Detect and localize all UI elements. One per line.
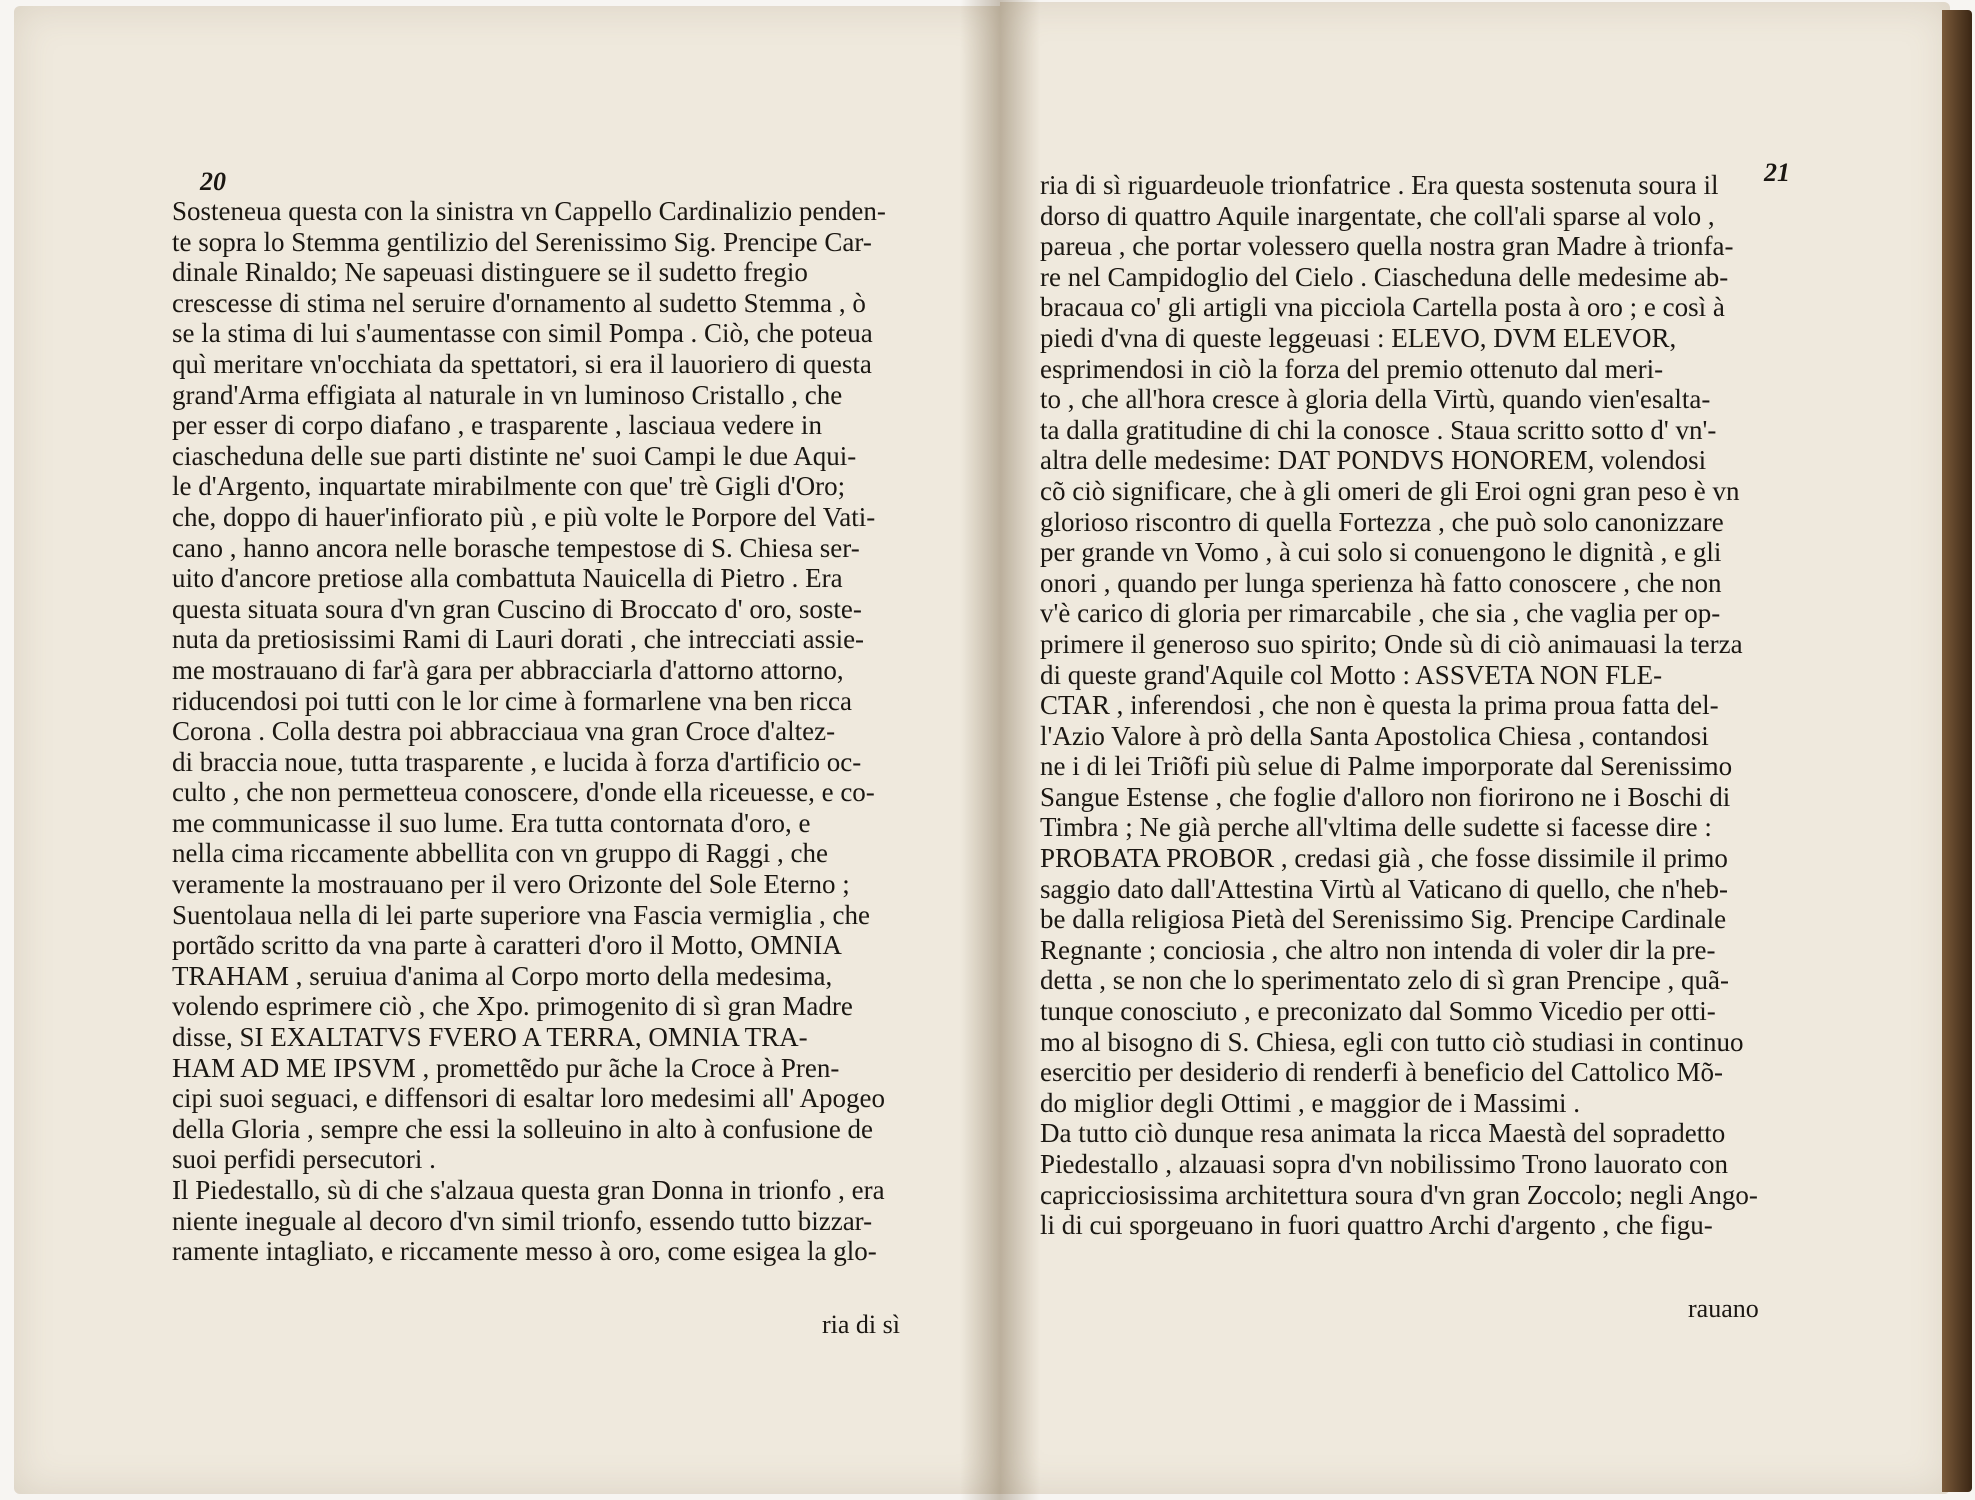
right-page-number: 21: [1764, 158, 1790, 187]
text-line: altra delle medesime: DAT PONDVS HONOREM, volendosi: [1040, 445, 1707, 476]
text-line: riducendosi poi tutti con le lor cime à formarlene vna ben ricca: [172, 685, 852, 716]
text-line: detta , se non che lo sperimentato zelo di sì gran Prencipe , quã-: [1040, 965, 1730, 996]
text-line: dorso di quattro Aquile inargentate, che coll'ali sparse al volo ,: [1040, 200, 1715, 231]
text-line: cano , hanno ancora nelle borasche tempestose di S. Chiesa ser-: [172, 532, 860, 563]
text-line: glorioso riscontro di quella Fortezza , che può solo canonizzare: [1040, 506, 1724, 537]
text-line: me mostrauano di far'à gara per abbracciarla d'attorno attorno,: [172, 654, 844, 685]
left-catchword: ria di sì: [822, 1310, 900, 1339]
text-line: piedi d'vna di queste leggeuasi : ELEVO, DVM ELEVOR,: [1040, 322, 1677, 353]
text-line: per grande vn Vomo , à cui solo si conuengono le dignità , e gli: [1040, 537, 1722, 568]
text-line: li di cui sporgeuano in fuori quattro Archi d'argento , che figu-: [1040, 1210, 1713, 1241]
text-line: se la stima di lui s'aumentasse con simil Pompa . Ciò, che poteua: [172, 318, 873, 349]
text-line: l'Azio Valore à prò della Santa Apostolica Chiesa , contandosi: [1040, 720, 1709, 751]
text-line: re nel Campidoglio del Cielo . Ciascheduna delle medesime ab-: [1040, 261, 1729, 292]
text-line: niente ineguale al decoro d'vn simil trionfo, essendo tutto bizzar-: [172, 1205, 873, 1236]
text-line: be dalla religiosa Pietà del Serenissimo Sig. Prencipe Cardinale: [1040, 904, 1727, 935]
text-line: quì meritare vn'occhiata da spettatori, si era il lauoriero di questa: [172, 348, 872, 379]
text-line: volendo esprimere ciò , che Xpo. primogenito di sì gran Madre: [172, 991, 853, 1022]
book-cover-edge: [1942, 10, 1972, 1492]
text-line: saggio dato dall'Attestina Virtù al Vaticano di quello, che n'heb-: [1040, 873, 1728, 904]
text-line: HAM AD ME IPSVM , promettẽdo pur ãche la Croce à Pren-: [172, 1052, 840, 1083]
text-line: Regnante ; conciosia , che altro non intenda di voler dir la pre-: [1040, 934, 1716, 965]
text-line: Corona . Colla destra poi abbracciaua vna gran Croce d'altez-: [172, 716, 836, 747]
text-line: bracaua co' gli artigli vna picciola Cartella posta à oro ; e così à: [1040, 292, 1725, 323]
text-line: che, doppo di hauer'infiorato più , e più volte le Porpore del Vati-: [172, 501, 876, 532]
text-line: di braccia noue, tutta trasparente , e lucida à forza d'artificio oc-: [172, 746, 862, 777]
text-line: dinale Rinaldo; Ne sapeuasi distinguere se il sudetto fregio: [172, 257, 808, 288]
text-line: tunque conosciuto , e preconizato dal Sommo Vicedio per otti-: [1040, 996, 1716, 1027]
text-line: do miglior degli Ottimi , e maggior de i Massimi .: [1040, 1087, 1580, 1118]
text-line: CTAR , inferendosi , che non è questa la prima proua fatta del-: [1040, 690, 1719, 721]
text-line: ciascheduna delle sue parti distinte ne' suoi Campi le due Aqui-: [172, 440, 857, 471]
text-line: portãdo scritto da vna parte à caratteri d'oro il Motto, OMNIA: [172, 930, 842, 961]
text-line: crescesse di stima nel seruire d'ornamento al sudetto Stemma , ò: [172, 287, 866, 318]
left-page-text: [172, 196, 952, 1267]
text-line: Suentolaua nella di lei parte superiore vna Fascia vermiglia , che: [172, 899, 870, 930]
text-line: Timbra ; Ne già perche all'vltima delle sudette si facesse dire :: [1040, 812, 1712, 843]
text-line: uito d'ancore pretiose alla combattuta Nauicella di Pietro . Era: [172, 563, 843, 594]
text-line: culto , che non permetteua conoscere, d'onde ella riceuesse, e co-: [172, 777, 875, 808]
text-line: to , che all'hora cresce à gloria della Virtù, quando vien'esalta-: [1040, 384, 1711, 415]
text-line: ramente intagliato, e riccamente messo à oro, come esigea la glo-: [172, 1236, 877, 1267]
text-line: Piedestallo , alzauasi sopra d'vn nobilissimo Trono lauorato con: [1040, 1149, 1729, 1179]
text-line: questa situata soura d'vn gran Cuscino di Broccato d' oro, soste-: [172, 593, 862, 624]
text-line: ne i di lei Triõfi più selue di Palme imporporate dal Serenissimo: [1040, 751, 1733, 782]
right-catchword: rauano: [1688, 1294, 1759, 1323]
text-line: pareua , che portar volessero quella nostra gran Madre à trionfa-: [1040, 231, 1734, 262]
text-line: TRAHAM , seruiua d'anima al Corpo morto della medesima,: [172, 960, 833, 991]
text-line: cipi suoi seguaci, e diffensori di esaltar loro medesimi all' Apogeo: [172, 1083, 885, 1114]
text-line: ta dalla gratitudine di chi la conosce . Staua scritto sotto d' vn'-: [1040, 414, 1717, 445]
text-line: suoi perfidi persecutori .: [172, 1144, 436, 1175]
text-line: Sosteneua questa con la sinistra vn Cappello Cardinalizio penden-: [172, 196, 886, 226]
text-line: esprimendosi in ciò la forza del premio ottenuto dal meri-: [1040, 353, 1664, 384]
text-line: v'è carico di gloria per rimarcabile , che sia , che vaglia per op-: [1040, 598, 1721, 629]
text-line: primere il generoso suo spirito; Onde sù di ciò animauasi la terza: [1040, 628, 1743, 659]
text-line: le d'Argento, inquartate mirabilmente con que' trè Gigli d'Oro;: [172, 471, 846, 502]
text-line: Da tutto ciò dunque resa animata la ricca Maestà del sopradetto: [1040, 1118, 1726, 1149]
text-line: della Gloria , sempre che essi la solleuino in alto à confusione de: [172, 1113, 874, 1144]
text-line: Il Piedestallo, sù di che s'alzaua questa gran Donna in trionfo , era: [172, 1175, 885, 1205]
text-line: disse, SI EXALTATVS FVERO A TERRA, OMNIA TRA-: [172, 1022, 808, 1053]
text-line: PROBATA PROBOR , credasi già , che fosse dissimile il primo: [1040, 843, 1728, 874]
text-line: grand'Arma effigiata al naturale in vn luminoso Cristallo , che: [172, 379, 843, 410]
text-line: me communicasse il suo lume. Era tutta contornata d'oro, e: [172, 807, 811, 838]
text-line: esercitio per desiderio di renderfi à beneficio del Cattolico Mõ-: [1040, 1057, 1723, 1088]
text-line: mo al bisogno di S. Chiesa, egli con tutto ciò studiasi in continuo: [1040, 1026, 1744, 1057]
text-line: per esser di corpo diafano , e trasparente , lasciaua vedere in: [172, 410, 822, 441]
text-line: te sopra lo Stemma gentilizio del Serenissimo Sig. Prencipe Car-: [172, 226, 872, 257]
text-line: cõ ciò significare, che à gli omeri de gli Eroi ogni gran peso è vn: [1040, 475, 1740, 506]
text-line: Sangue Estense , che foglie d'alloro non fiorirono ne i Boschi di: [1040, 781, 1731, 812]
text-line: nella cima riccamente abbellita con vn gruppo di Raggi , che: [172, 838, 829, 869]
book-gutter: [960, 0, 1040, 1500]
text-line: veramente la mostrauano per il vero Orizonte del Sole Eterno ;: [172, 869, 850, 900]
left-page-number: 20: [200, 167, 226, 196]
text-line: capricciosissima architettura soura d'vn gran Zoccolo; negli Ango-: [1040, 1179, 1758, 1210]
text-line: onori , quando per lunga sperienza hà fatto conoscere , che non: [1040, 567, 1722, 598]
text-line: nuta da pretiosissimi Rami di Lauri dorati , che intrecciati assie-: [172, 624, 865, 655]
text-line: ria di sì riguardeuole trionfatrice . Era questa sostenuta soura il: [1040, 170, 1719, 200]
text-line: di queste grand'Aquile col Motto : ASSVETA NON FLE-: [1040, 659, 1663, 690]
right-page-text: [1040, 170, 1920, 1241]
